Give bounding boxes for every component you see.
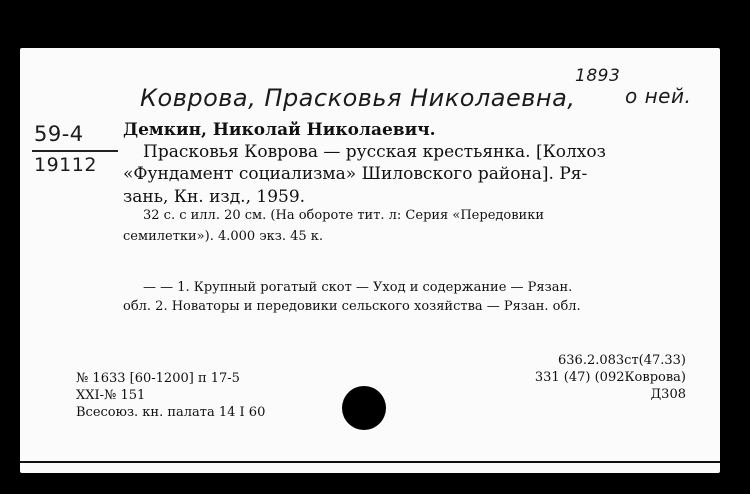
punch-hole [342,386,386,430]
card-bottom-edge [20,461,720,463]
footer-right-line-3: Д308 [650,387,686,402]
description-line-2: семилетки»). 4.000 экз. 45 к. [123,229,324,244]
footer-left-line-3: Всесоюз. кн. палата 14 I 60 [76,405,266,420]
author-heading: Демкин, Николай Николаевич. [123,120,436,140]
catalog-card [20,48,720,473]
title-line-2: «Фундамент социализма» Шиловского района]. Ря- [123,164,588,184]
description-line-1: 32 с. с илл. 20 см. (На обороте тит. л: Серия «Передовики [143,208,544,223]
handwritten-title: Коврова, Прасковья Николаевна, [140,84,576,112]
call-number-bottom: 19112 [34,154,97,176]
subject-line-2: обл. 2. Новаторы и передовики сельского хозяйства — Рязан. обл. [123,299,581,314]
footer-left [76,370,265,421]
footer-left-line-2: XXI-№ 151 [76,388,146,403]
footer-right [535,352,686,403]
handwritten-year: 1893 [575,66,621,86]
footer-left-line-1: № 1633 [60-1200] п 17-5 [76,371,240,386]
subject-line-1: — — 1. Крупный рогатый скот — Уход и содержание — Рязан. [143,280,573,295]
call-number-divider [32,150,118,152]
footer-right-line-2: 331 (47) (092Коврова) [534,370,686,385]
title-line-1: Прасковья Коврова — русская крестьянка. [Колхоз [143,142,606,162]
call-number-top: 59-4 [34,122,84,146]
title-line-3: зань, Кн. изд., 1959. [123,187,306,207]
footer-right-line-1: 636.2.083ст(47.33) [558,353,686,368]
handwritten-about: о ней. [625,84,692,108]
